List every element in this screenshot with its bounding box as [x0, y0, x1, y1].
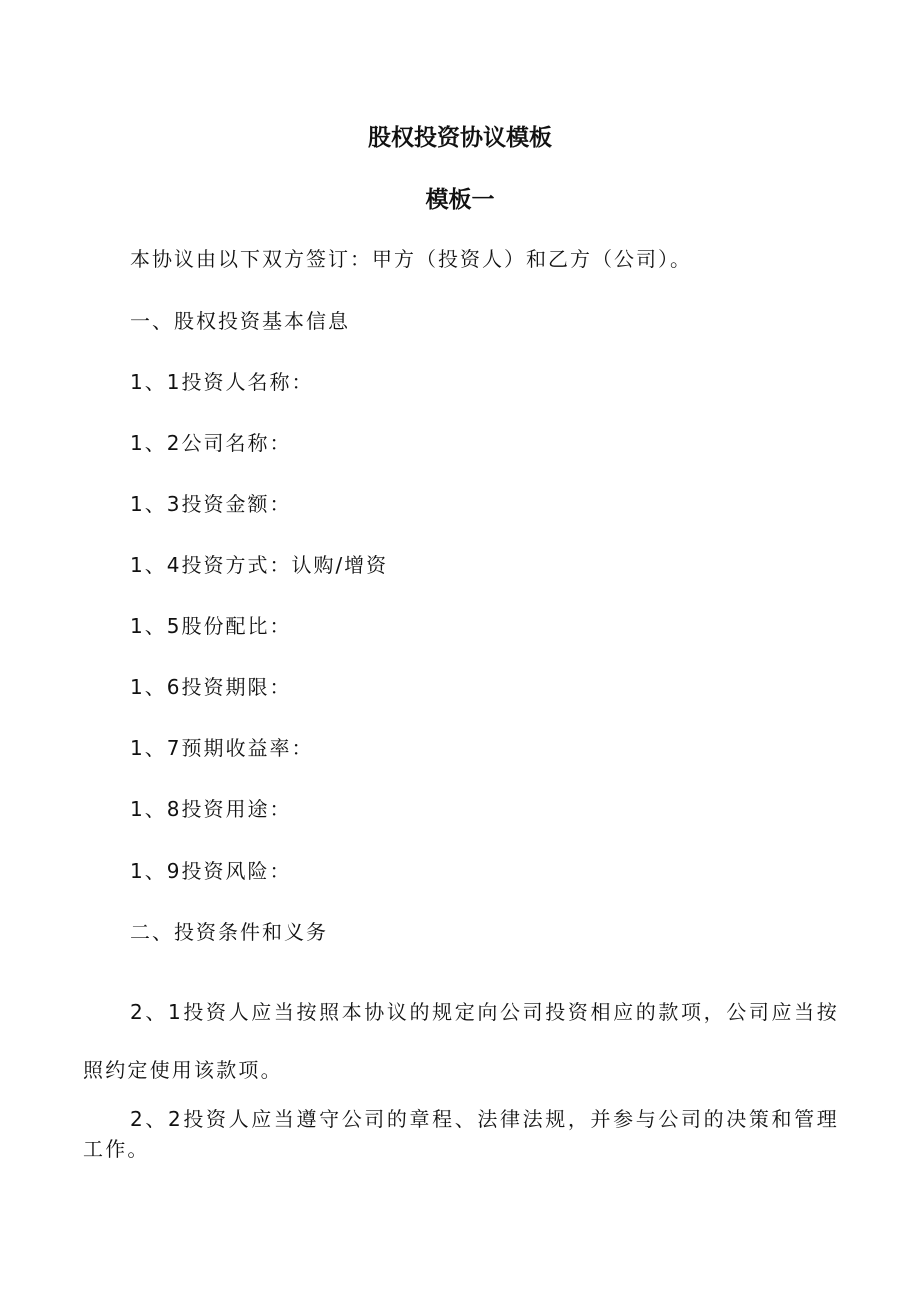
section-2-paragraph: 2、1投资人应当按照本协议的规定向公司投资相应的款项，公司应当按照约定使用该款项。 — [83, 1000, 839, 1082]
section-1-item: 1、4投资方式：认购/增资 — [130, 553, 389, 577]
section-1-item: 1、6投资期限： — [130, 675, 292, 699]
document-subtitle: 模板一 — [425, 187, 495, 213]
section-1-item: 1、8投资用途： — [130, 797, 292, 821]
intro-paragraph: 本协议由以下双方签订：甲方（投资人）和乙方（公司）。 — [130, 247, 692, 271]
section-1-item: 1、7预期收益率： — [130, 736, 314, 760]
section-1-item: 1、1投资人名称： — [130, 370, 314, 394]
section-1-item: 1、9投资风险： — [130, 859, 292, 883]
section-1-heading: 一、股权投资基本信息 — [130, 309, 350, 333]
section-2-paragraph: 2、2投资人应当遵守公司的章程、法律法规，并参与公司的决策和管理工作。 — [83, 1107, 839, 1161]
document-title: 股权投资协议模板 — [368, 125, 552, 151]
section-1-item: 1、2公司名称： — [130, 431, 292, 455]
section-2-heading: 二、投资条件和义务 — [130, 920, 328, 944]
section-1-item: 1、5股份配比： — [130, 614, 292, 638]
section-1-item: 1、3投资金额： — [130, 492, 292, 516]
